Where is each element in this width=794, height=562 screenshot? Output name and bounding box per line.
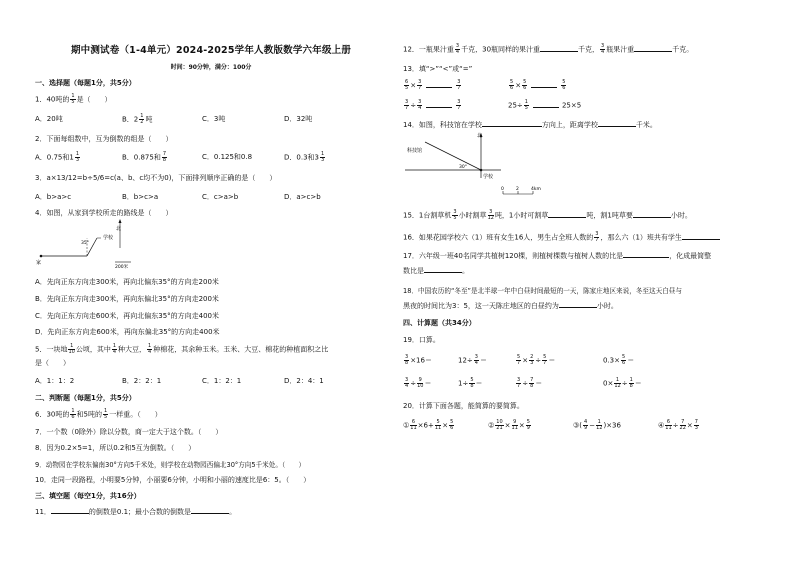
section-judge: 二、判断题（每题1分，共5分） bbox=[35, 394, 136, 402]
q4-route-figure bbox=[35, 218, 145, 270]
exam-page: 期中测试卷（1-4单元）2024-2025学年人教版数学六年级上册 时间：90分钟，满分：100分 一、选择题（每题1分，共5分） 1．40吨的 $\frac{1}{5}$ 是（ ） A．20吨 B．2 $\frac{1}{2}$ 吨 C．3吨 D．32吨 2．下面每组数中，互为倒数的组是（ ） A．0.75和1 $\frac{1}{3}$ B．0.875和 $\frac{7}{8}$ C．0.125和0.8 D．0.3和3 $\frac{1}{3}$ 3．a×13/12=b÷5/6=c(a、b、c均不为0)，下面排列顺序正确的是（ ） A．b>a>c B．b>c>a C．c>a>b D．a>c>b 4．如图，从家到学校所走的路线是（ ） 家 学校 35° 北 200米 A．先向正东方向走300米，再向北偏东35°的方向走200米 B．先向正东方向走300米，再向东偏北35°的方向走200米 C．先向正东方向走600米，再向北偏东35°的方向走400米 D．先向正东方向走600米，再向东偏北35°的方向走400米 5．一块地 $\frac{1}{10}$ 公顷，其中 $\frac{1}{4}$ 种大豆， $\frac{1}{4}$ 种棉花，其余种玉米。玉米、大豆、棉花的种植面积之比 是（ ） A．1：1：2 B．2：2：1 C．1：2：1 D．2：4：1 二、判断题（每题1分，共5分） 6．30吨的 $\frac{1}{6}$ 和5吨的 $\frac{1}{5}$ 一样重。（ ） 7．一个数（0除外）除以分数，商一定大于这个数。（ ） 8．因为0.2×5=1，所以0.2和5互为倒数。（ ） 9．动物园在学校东偏南30°方向5千米处，则学校在动物园西偏北30°方向5千米处。（ ） 10．走同一段路程，小明要5分钟，小丽要6分钟，小明和小丽的速度比是6：5。（ ） 三、填空题（每空1分，共16分） 11． 的倒数是0.1；最小合数的倒数是 。 12．一瓶果汁重 $\frac{3}{4}$ 千克，30瓶同样的果汁重 千克， $\frac{3}{4}$ 瓶果汁重 千克。 13．填“>”“<”或“=” $\frac{6}{5}$ × $\frac{3}{7}$ $\frac{3}{7}$ $\frac{5}{6}$ × $\frac{5}{6}$ $\frac{5}{6}$ $\frac{3}{7}$ ÷ $\frac{3}{4}$ $\frac{3}{7}$ 25÷ $\frac{1}{5}$ 25×5 14．如图，科技馆在学校 方向上，距离学校 千米。 北 科技馆 30° 学校 0 2 4km 15．1台割草机 $\frac{3}{5}$ 小时割草 $\frac{3}{12}$ 吨，1小时可割草 吨，割1吨草要 小时。 16．如果花园学校六（1）班有女生16人，男生占全班人数的 $\frac{3}{7}$ ，那么六（1）班共有学生 17．六年级一班40名同学共植树120棵，则植树棵数与植树人数的比是 ，化成最简整 数比是 。 18．中国农历的“冬至”是北半球一年中白昼时间最短的一天，陈家庄地区来说，冬至这天白昼与 黑夜的时间比为3：5，这一天陈庄地区的白昼约为 小时。 四、计算题（共34分） 19．口算。 $\frac{3}{8}$ ×16＝ 12÷ $\frac{3}{4}$ ＝ $\frac{5}{7}$ × $\frac{2}{3}$ ÷ $\frac{5}{7}$ ＝ 0.3× $\frac{5}{6}$ ＝ $\frac{3}{4}$ ÷ $\frac{9}{10}$ ＝ 1÷ $\frac{5}{8}$ ＝ $\frac{3}{7}$ ÷ $\frac{7}{8}$ ＝ 0× $\frac{1}{12}$ ÷ $\frac{1}{8}$ ＝ 20．计算下面各题，能简算的要简算。 ① $\frac{6}{11}$ ×6+ $\frac{5}{11}$ × $\frac{5}{6}$ ② $\frac{10}{21}$ × $\frac{9}{11}$ × $\frac{5}{9}$ ③( $\frac{4}{9}$ − $\frac{1}{12}$ )×36 ④ $\frac{6}{11}$ ÷ $\frac{7}{22}$ × $\frac{7}{3}$ bbox=[0, 0, 794, 562]
q19-stem: 19．口算。 bbox=[403, 336, 440, 344]
q12: 12．一瓶果汁重 $\frac{3}{4}$ 千克，30瓶同样的果汁重 千克， $\frac{3}{4}$ 瓶果汁重 千克。 bbox=[403, 43, 694, 55]
q18: 18．中国农历的“冬至”是北半球一年中白昼时间最短的一天，陈家庄地区来说，冬至这天白昼与 bbox=[403, 287, 682, 295]
q14-angle-label: 30° bbox=[459, 165, 467, 170]
page-subtitle: 时间：90分钟，满分：100分 bbox=[170, 64, 252, 71]
q7: 7．一个数（0除外）除以分数，商一定大于这个数。（ ） bbox=[35, 428, 223, 436]
q14-scale-2: 2 bbox=[516, 187, 519, 192]
section-calc: 四、计算题（共34分） bbox=[403, 319, 476, 327]
q4-home-label: 家 bbox=[36, 260, 42, 266]
q4-north-label: 北 bbox=[116, 226, 122, 232]
q5-stem: 5．一块地 $\frac{1}{10}$ 公顷，其中 $\frac{1}{4}$ 种大豆， $\frac{1}{4}$ 种棉花，其余种玉米。玉米、大豆、棉花的种植面积之比 bbox=[35, 343, 329, 355]
q14-scale-0: 0 bbox=[501, 187, 504, 192]
q11: 11． 的倒数是0.1；最小合数的倒数是 。 bbox=[35, 508, 237, 516]
q14-scale-4km: 4km bbox=[531, 187, 541, 192]
q4-stem: 4．如图，从家到学校所走的路线是（ ） bbox=[35, 209, 173, 217]
q14-museum-label: 科技馆 bbox=[407, 148, 423, 154]
q8: 8．因为0.2×5=1，所以0.2和5互为倒数。（ ） bbox=[35, 444, 196, 452]
q4-option-d: D．先向正东方向走600米，再向东偏北35°的方向走400米 bbox=[35, 328, 220, 336]
q14: 14．如图，科技馆在学校 方向上，距离学校 千米。 bbox=[403, 121, 657, 129]
q16: 16．如果花园学校六（1）班有女生16人，男生占全班人数的 $\frac{3}{7}$ ，那么六（1）班共有学生 bbox=[403, 232, 720, 243]
q2-stem: 2．下面每组数中，互为倒数的组是（ ） bbox=[35, 135, 173, 143]
q5-stem-tail: 是（ ） bbox=[35, 359, 70, 367]
q14-map-figure bbox=[403, 130, 553, 202]
q18-cont: 黑夜的时间比为3：5，这一天陈庄地区的白昼约为 小时。 bbox=[403, 302, 618, 310]
q4-option-c: C．先向正东方向走600米，再向北偏东35°的方向走400米 bbox=[35, 312, 220, 320]
q4-option-b: B．先向正东方向走300米，再向东偏北35°的方向走200米 bbox=[35, 295, 219, 303]
q4-scale-label: 200米 bbox=[115, 265, 129, 270]
q1-stem: 1．40吨的 $\frac{1}{5}$ 是（ ） bbox=[35, 93, 112, 105]
q6: 6．30吨的 $\frac{1}{6}$ 和5吨的 $\frac{1}{5}$ 一样重。（ ） bbox=[35, 408, 162, 420]
page-title: 期中测试卷（1-4单元）2024-2025学年人教版数学六年级上册 bbox=[70, 45, 352, 56]
q14-school-label: 学校 bbox=[483, 174, 494, 180]
q9: 9．动物园在学校东偏南30°方向5千米处，则学校在动物园西偏北30°方向5千米处。（ ） bbox=[35, 461, 306, 469]
q4-option-a: A．先向正东方向走300米，再向北偏东35°的方向走200米 bbox=[35, 278, 219, 286]
q3-stem: 3．a×13/12=b÷5/6=c(a、b、c均不为0)，下面排列顺序正确的是（ ） bbox=[35, 174, 277, 182]
section-choice: 一、选择题（每题1分，共5分） bbox=[35, 79, 136, 87]
q14-north-label: 北 bbox=[477, 133, 483, 139]
q13-stem: 13．填“>”“<”或“=” bbox=[403, 65, 473, 73]
q17: 17．六年级一班40名同学共植树120棵，则植树棵数与植树人数的比是 ，化成最简整 bbox=[403, 252, 712, 260]
q15: 15．1台割草机 $\frac{3}{5}$ 小时割草 $\frac{3}{12}$ 吨，1小时可割草 吨，割1吨草要 小时。 bbox=[403, 209, 692, 221]
section-fill: 三、填空题（每空1分，共16分） bbox=[35, 492, 141, 500]
q17-cont: 数比是 。 bbox=[403, 267, 469, 275]
q20-stem: 20．计算下面各题，能简算的要简算。 bbox=[403, 402, 524, 410]
q4-angle-label: 35° bbox=[81, 241, 89, 246]
q10: 10．走同一段路程，小明要5分钟，小丽要6分钟，小明和小丽的速度比是6：5。（ ） bbox=[35, 476, 311, 484]
q4-school-label: 学校 bbox=[103, 235, 114, 241]
